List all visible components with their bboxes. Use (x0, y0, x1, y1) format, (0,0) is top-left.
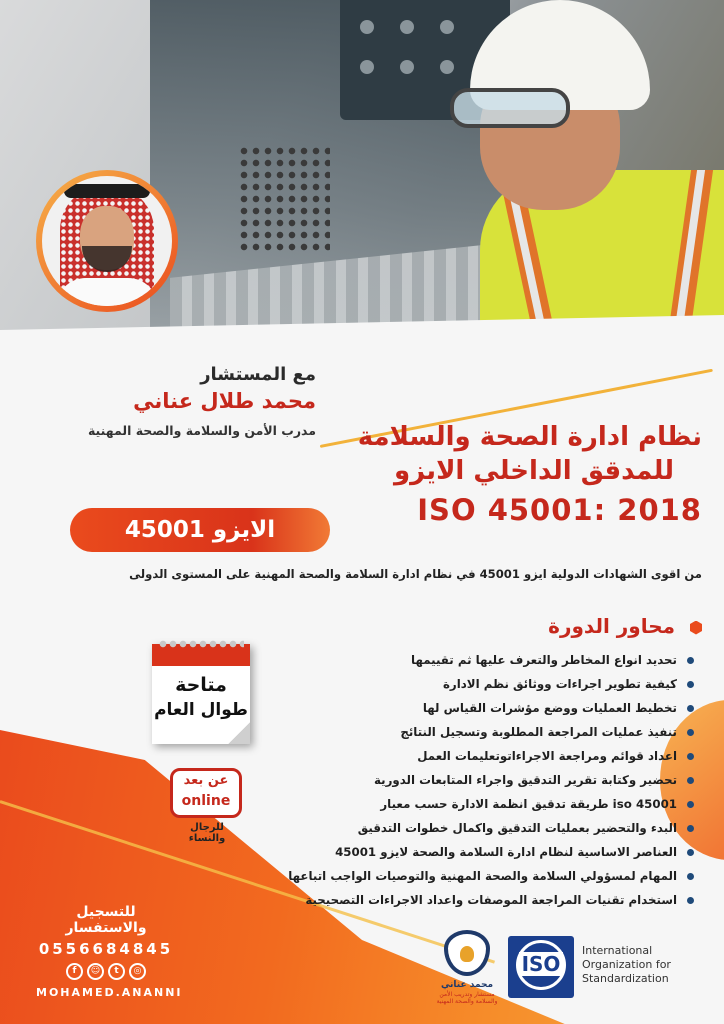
course-subtitle: من اقوى الشهادات الدولية ايزو 45001 في نظام ادارة السلامة والصحة المهنية على المستوى الدولى (129, 567, 702, 581)
course-title-line1: نظام ادارة الصحة والسلامة (357, 422, 702, 452)
topics-list (274, 648, 694, 912)
instagram-icon[interactable]: ◎ (129, 963, 146, 980)
list-item: العناصر الاساسية لنظام ادارة السلامة والصحة لايزو 45001 (274, 840, 694, 864)
bullet-icon (687, 729, 694, 736)
consultant-info (88, 364, 316, 438)
consultant-with-label: مع المستشار (200, 364, 316, 385)
iso-logo (508, 936, 574, 998)
iso-org-line: International (582, 944, 653, 957)
snapchat-icon[interactable]: ☺ (87, 963, 104, 980)
bullet-icon (687, 681, 694, 688)
social-icons (36, 963, 176, 980)
list-item: البدء والتحضير بعمليات التدقيق واكمال خطوات التدقيق (274, 816, 694, 840)
social-handle[interactable]: MOHAMED.ANANNI (36, 986, 183, 999)
iso-org-line: Standardization (582, 972, 669, 985)
iso-org-name (582, 944, 712, 986)
contact-block (36, 904, 183, 999)
audience-label: للرجال والنساء (188, 822, 226, 844)
online-badge-english: online (181, 793, 231, 809)
bullet-icon (687, 801, 694, 808)
twitter-icon[interactable]: t (108, 963, 125, 980)
consultant-avatar (36, 170, 178, 312)
register-label: للتسجيل والاستفسار (65, 904, 147, 936)
list-item: استخدام تقنيات المراجعة الموصفات واعداد الاجراءات التصحيحية (274, 888, 694, 912)
list-item: المهام لمسؤولي السلامة والصحة المهنية والتوصيات الواجب اتباعها (274, 864, 694, 888)
online-badge (170, 768, 242, 818)
iso-org-line: Organization for (582, 958, 671, 971)
iso-wordmark: ISO (519, 952, 564, 976)
bullet-icon (687, 777, 694, 784)
bullet-icon (687, 657, 694, 664)
bullet-icon (687, 873, 694, 880)
bullet-icon (687, 705, 694, 712)
brand-name: محمد عناني (440, 980, 494, 990)
bullet-icon (687, 753, 694, 760)
list-item: تنفيذ عمليات المراجعة المطلوبة وتسجيل النتائج (274, 720, 694, 744)
course-title (322, 420, 702, 530)
calendar-line1: متاحة (175, 674, 227, 696)
list-item: تحضير وكتابة تقرير التدقيق واجراء المتابعات الدورية (274, 768, 694, 792)
list-item: كيفية تطوير اجراءات ووثائق نظم الادارة (274, 672, 694, 696)
consultant-name: محمد طلال عناني (133, 389, 316, 413)
online-badge-arabic: عن بعد (183, 773, 229, 788)
bullet-icon (687, 849, 694, 856)
dot-grid-decoration (238, 145, 330, 253)
calendar-icon (152, 644, 250, 744)
brand-logo (432, 930, 502, 1010)
iso-badge: الايزو 45001 (70, 508, 330, 552)
course-title-line2: للمدقق الداخلي الايزو (393, 456, 674, 486)
list-item: تحديد انواع المخاطر والتعرف عليها ثم تقييمها (274, 648, 694, 672)
brand-tagline: مستشار وتدريب الأمن والسلامة والصحة المهنية (436, 991, 498, 1005)
calendar-line2: طوال العام (154, 700, 248, 720)
bullet-icon (687, 897, 694, 904)
topics-heading (548, 614, 702, 638)
facebook-icon[interactable]: f (66, 963, 83, 980)
bullet-icon (687, 825, 694, 832)
consultant-role: مدرب الأمن والسلامة والصحة المهنية (87, 423, 316, 438)
hexagon-icon (690, 621, 702, 635)
course-title-standard: ISO 45001: 2018 (417, 493, 702, 527)
topics-heading-label: محاور الدورة (548, 614, 676, 638)
phone-number[interactable]: 0556684845 (38, 940, 174, 958)
shield-logo-icon (444, 930, 490, 976)
list-item: iso 45001 طريقة تدقيق انظمة الادارة حسب معيار (274, 792, 694, 816)
list-item: اعداد قوائم ومراجعة الاجراءاتوتعليمات العمل (274, 744, 694, 768)
list-item: تخطيط العمليات ووضع مؤشرات القياس لها (274, 696, 694, 720)
